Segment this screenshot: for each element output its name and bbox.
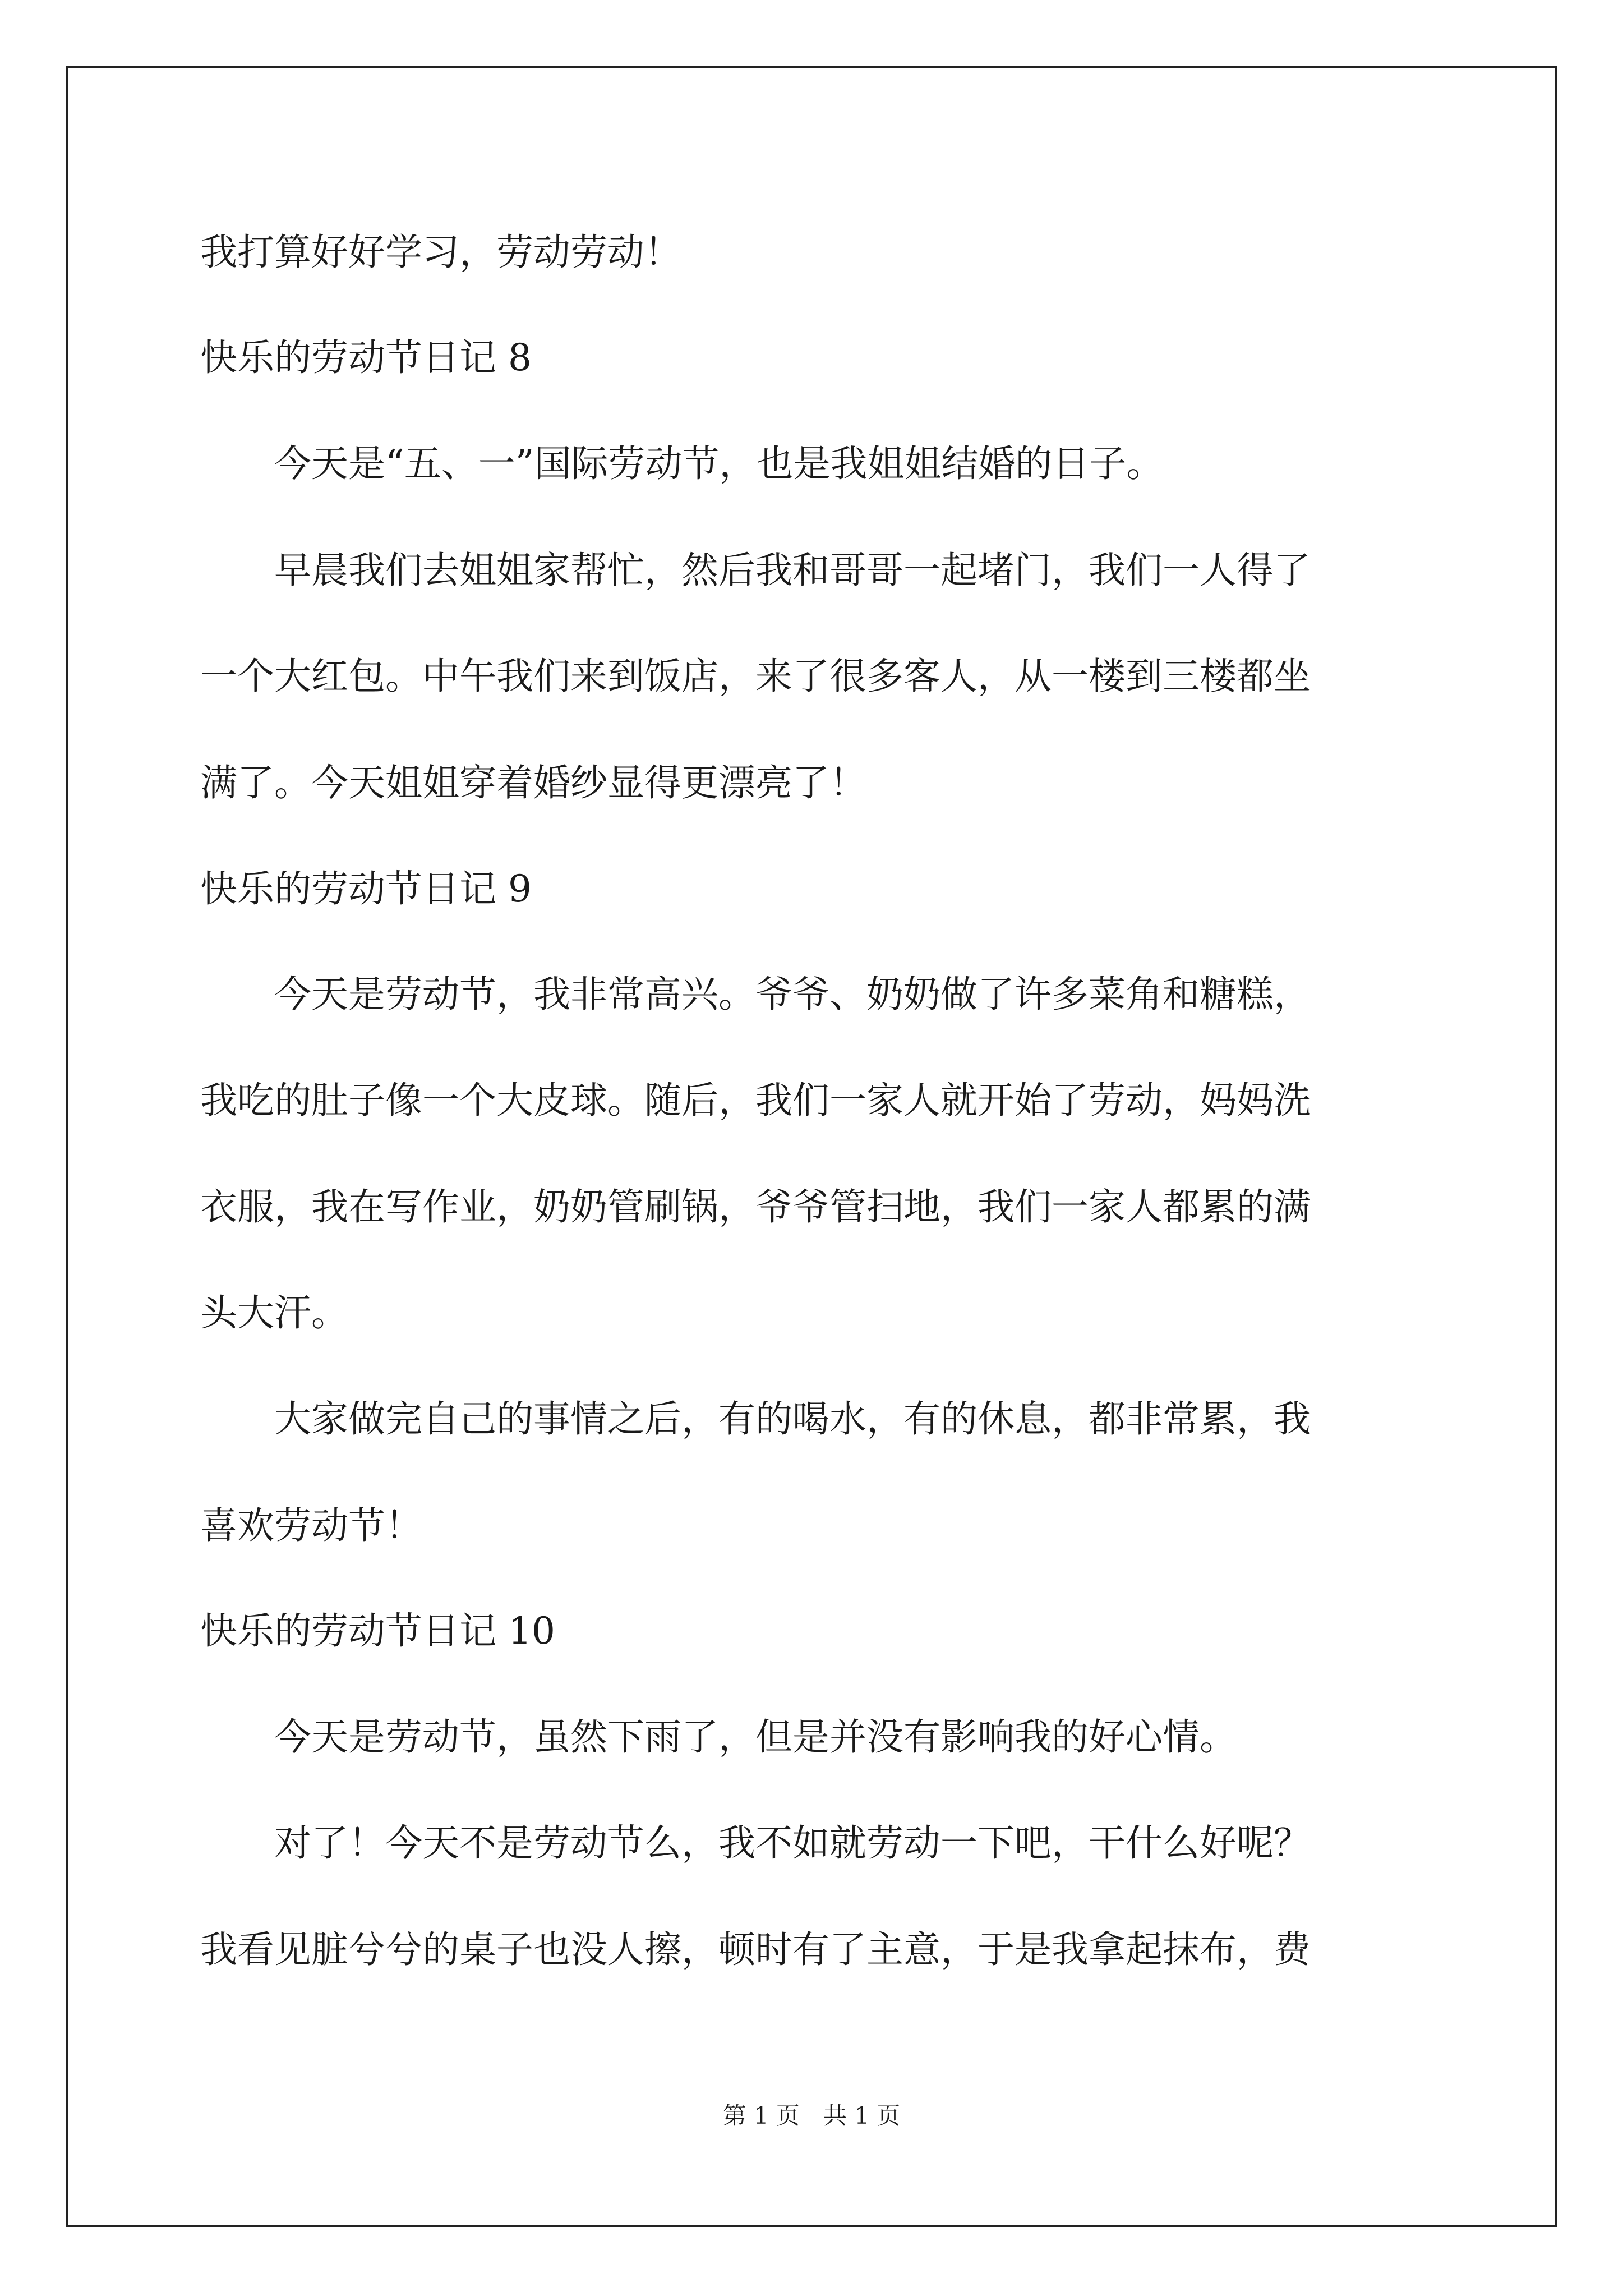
text-line: 大家做完自己的事情之后，有的喝水，有的休息，都非常累，我 (200, 1397, 1311, 1441)
text-line: 对了！今天不是劳动节么，我不如就劳动一下吧，干什么好呢？ (200, 1821, 1311, 1865)
text-line: 今天是劳动节，虽然下雨了，但是并没有影响我的好心情。 (200, 1715, 1237, 1759)
text-line: 早晨我们去姐姐家帮忙，然后我和哥哥一起堵门，我们一人得了 (200, 549, 1311, 592)
page-number-footer: 第 1 页 共 1 页 (722, 2102, 901, 2129)
text-line: 头大汗。 (200, 1291, 348, 1335)
text-line: 喜欢劳动节！ (200, 1504, 422, 1547)
text-line: 今天是“五、一”国际劳动节，也是我姐姐结婚的日子。 (200, 442, 1164, 485)
text-line: 我吃的肚子像一个大皮球。随后，我们一家人就开始了劳动，妈妈洗 (200, 1079, 1311, 1122)
page-border (66, 66, 1557, 2227)
text-line: 今天是劳动节，我非常高兴。爷爷、奶奶做了许多菜角和糖糕， (200, 973, 1311, 1016)
section-heading: 快乐的劳动节日记 10 (200, 1609, 555, 1653)
text-line: 衣服，我在写作业，奶奶管刷锅，爷爷管扫地，我们一家人都累的满 (200, 1185, 1311, 1228)
text-line: 满了。今天姐姐穿着婚纱显得更漂亮了！ (200, 761, 866, 804)
section-heading: 快乐的劳动节日记 9 (200, 867, 532, 910)
text-line: 一个大红包。中午我们来到饭店，来了很多客人，从一楼到三楼都坐 (200, 655, 1311, 698)
text-line: 我看见脏兮兮的桌子也没人擦，顿时有了主意，于是我拿起抹布，费 (200, 1928, 1311, 1971)
section-heading: 快乐的劳动节日记 8 (200, 336, 532, 379)
text-line: 我打算好好学习，劳动劳动！ (200, 231, 681, 274)
